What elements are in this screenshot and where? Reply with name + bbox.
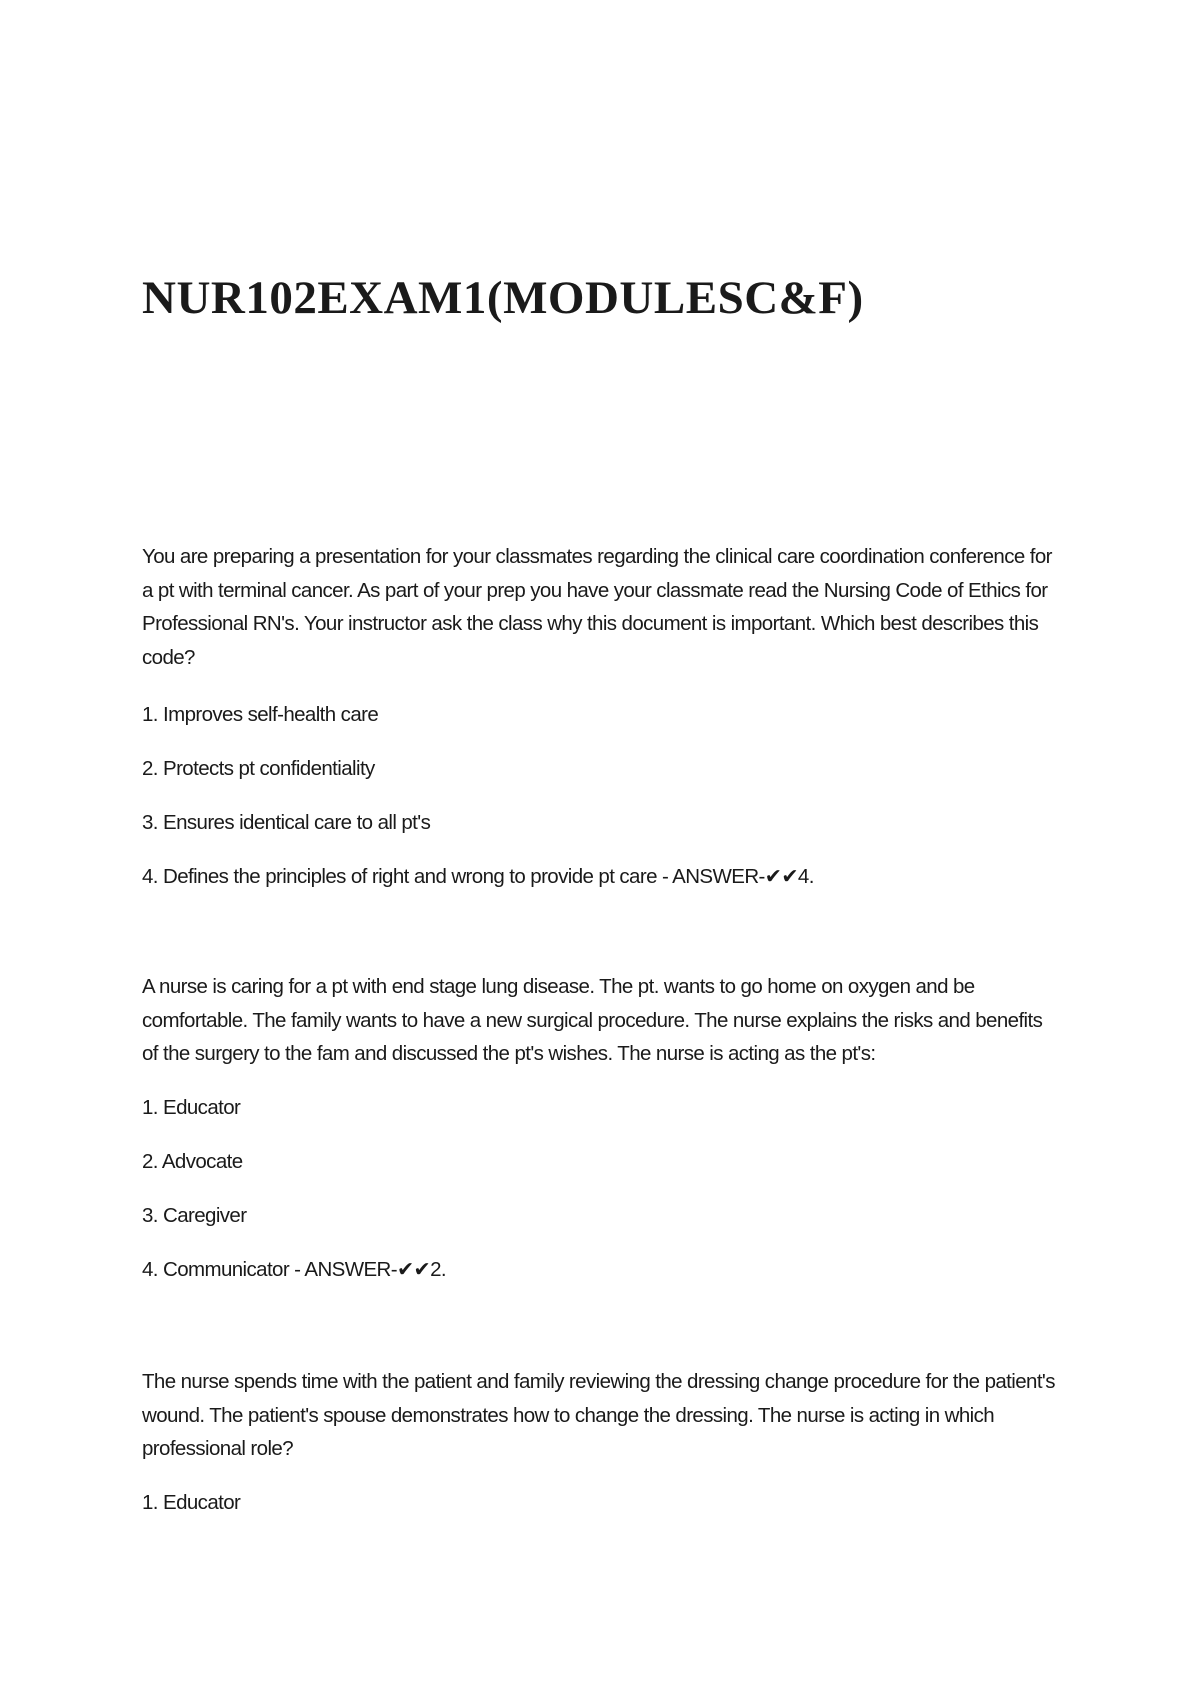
- question-text: You are preparing a presentation for your classmates regarding the clinical care coordination conference for a pt with terminal cancer. As part of your prep you have your classmate read the Nursing Code of Ethics for Professional RN's. Your instructor ask the class why this document is important. Which best describes this code?: [142, 545, 1052, 669]
- answer-option: 3. Ensures identical care to all pt's: [142, 811, 431, 834]
- question-block-2: [142, 970, 1062, 1282]
- answer-option-with-answer: 4. Defines the principles of right and wrong to provide pt care - ANSWER-✔✔4.: [142, 865, 814, 888]
- answer-option: 1. Educator: [142, 1490, 241, 1514]
- question-block-3: [142, 1365, 1062, 1515]
- question-text: A nurse is caring for a pt with end stage lung disease. The pt. wants to go home on oxygen and be comfortable. The family wants to have a new surgical procedure. The nurse explains the risks and benefits of the surgery to the fam and discussed the pt's wishes. The nurse is acting as the pt's:: [142, 975, 1043, 1065]
- document-title: NUR102EXAM1(MODULESC&F): [142, 272, 864, 324]
- answer-option: 3. Caregiver: [142, 1203, 247, 1227]
- question-block-1: [142, 540, 1062, 889]
- answer-option: 2. Advocate: [142, 1149, 243, 1173]
- answer-option-with-answer: 4. Communicator - ANSWER-✔✔2.: [142, 1257, 447, 1281]
- answer-option: 1. Improves self-health care: [142, 703, 379, 726]
- question-text: The nurse spends time with the patient and family reviewing the dressing change procedure for the patient's wound. The patient's spouse demonstrates how to change the dressing. The nurse is acting in which professional role?: [142, 1370, 1055, 1460]
- answer-option: 1. Educator: [142, 1095, 241, 1119]
- answer-option: 2. Protects pt confidentiality: [142, 757, 375, 780]
